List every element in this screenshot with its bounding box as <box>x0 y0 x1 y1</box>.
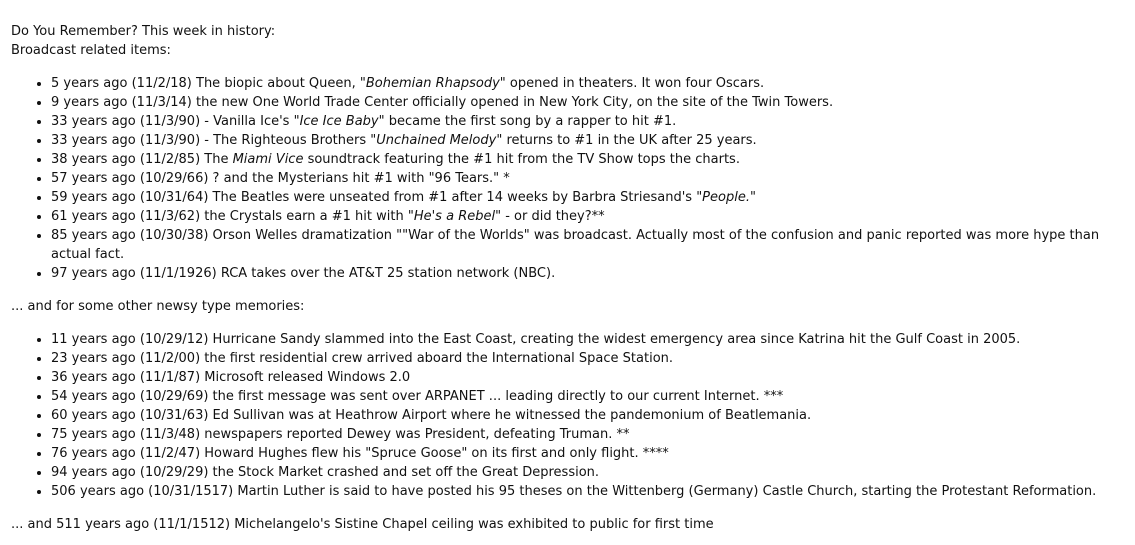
list-item: • 85 years ago (10/30/38) Orson Welles dramatization ""War of the Worlds" was broadcast. Actually most of the confusion and panic reported was more hype than actual fact. <box>51 226 1135 264</box>
list-item: • 506 years ago (10/31/1517) Martin Luther is said to have posted his 95 theses on the Wittenberg (Germany) Castle Church, starting the Protestant Reformation. <box>51 482 1135 501</box>
page-title: Do You Remember? This week in history: <box>11 24 276 39</box>
list-item: • 54 years ago (10/29/69) the first message was sent over ARPANET ... leading directly to our current Internet. *** <box>51 387 1135 406</box>
list-item: • 97 years ago (11/1/1926) RCA takes over the AT&T 25 station network (NBC). <box>51 264 1135 283</box>
section-title-broadcast: Broadcast related items: <box>11 43 171 58</box>
section-title-news: ... and for some other newsy type memories: <box>11 299 305 314</box>
list-item: • 60 years ago (10/31/63) Ed Sullivan was at Heathrow Airport where he witnessed the pandemonium of Beatlemania. <box>51 406 1135 425</box>
list-item: • 57 years ago (10/29/66) ? and the Mysterians hit #1 with "96 Tears." * <box>51 169 1135 188</box>
news-list <box>11 330 1135 501</box>
list-item: • 11 years ago (10/29/12) Hurricane Sandy slammed into the East Coast, creating the widest emergency area since Katrina hit the Gulf Coast in 2005. <box>51 330 1135 349</box>
list-item: • 75 years ago (11/3/48) newspapers reported Dewey was President, defeating Truman. ** <box>51 425 1135 444</box>
list-item: • 76 years ago (11/2/47) Howard Hughes flew his "Spruce Goose" on its first and only flight. **** <box>51 444 1135 463</box>
list-item: • 61 years ago (11/3/62) the Crystals earn a #1 hit with "He's a Rebel" - or did they?** <box>51 207 1135 226</box>
list-item: • 36 years ago (11/1/87) Microsoft released Windows 2.0 <box>51 368 1135 387</box>
list-item: • 9 years ago (11/3/14) the new One World Trade Center officially opened in New York City, on the site of the Twin Towers. <box>51 93 1135 112</box>
broadcast-list <box>11 74 1135 283</box>
list-item: • 33 years ago (11/3/90) - Vanilla Ice's "Ice Ice Baby" became the first song by a rapper to hit #1. <box>51 112 1135 131</box>
list-item: • 59 years ago (10/31/64) The Beatles were unseated from #1 after 14 weeks by Barbra Striesand's "People." <box>51 188 1135 207</box>
list-item: • 23 years ago (11/2/00) the first residential crew arrived aboard the International Space Station. <box>51 349 1135 368</box>
list-item: • 38 years ago (11/2/85) The Miami Vice soundtrack featuring the #1 hit from the TV Show tops the charts. <box>51 150 1135 169</box>
list-item: • 94 years ago (10/29/29) the Stock Market crashed and set off the Great Depression. <box>51 463 1135 482</box>
list-item: • 5 years ago (11/2/18) The biopic about Queen, "Bohemian Rhapsody" opened in theaters. It won four Oscars. <box>51 74 1135 93</box>
list-item: • 33 years ago (11/3/90) - The Righteous Brothers "Unchained Melody" returns to #1 in the UK after 25 years. <box>51 131 1135 150</box>
heading <box>11 22 1135 60</box>
closing-note: ... and 511 years ago (11/1/1512) Michelangelo's Sistine Chapel ceiling was exhibited to public for first time <box>11 517 714 532</box>
